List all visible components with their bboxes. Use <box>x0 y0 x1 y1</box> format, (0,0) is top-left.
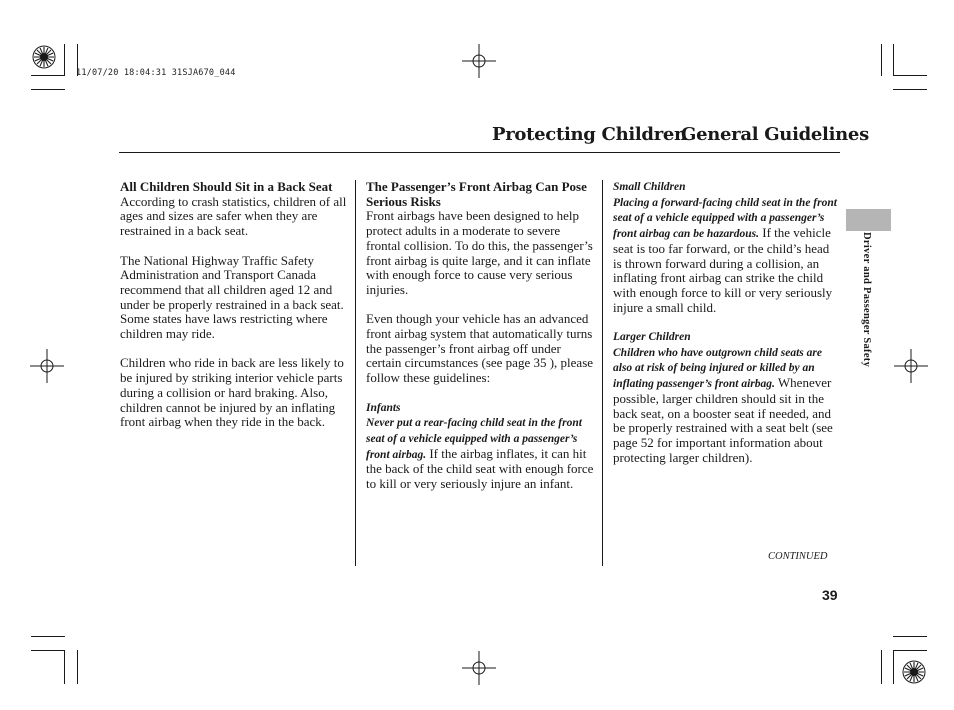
paragraph: According to crash statistics, children of all ages and sizes are safer when they are restrained in a back seat. <box>120 193 347 239</box>
crosshair-icon <box>462 651 496 685</box>
column-divider <box>355 180 356 566</box>
header-divider <box>119 152 840 153</box>
registration-rosette-icon <box>902 660 926 684</box>
column-left <box>120 180 348 445</box>
paragraph: Front airbags have been designed to help protect adults in a moderate to severe frontal collision. To do this, the passenger’s front airbag is quite large, and it can inflate with enough force to cause very serious injuries. <box>366 208 593 297</box>
subheading-larger-children: Larger Children <box>613 331 691 344</box>
column-middle <box>366 180 595 506</box>
section-title: Protecting Children <box>492 124 687 145</box>
column-divider <box>602 180 603 566</box>
warning-text: Placing a forward-facing child seat in the front seat of a vehicle equipped with a passenger’s front airbag can be hazardous. <box>613 196 837 241</box>
continued-label: CONTINUED <box>768 551 828 562</box>
larger-children-paragraph <box>613 345 841 466</box>
column-heading: All Children Should Sit in a Back Seat <box>120 179 333 194</box>
section-tab <box>846 209 891 231</box>
body-text: If the airbag inflates, it can hit the back of the child seat with enough force to kill or very seriously injure an infant. <box>366 445 594 492</box>
crosshair-icon <box>462 44 496 78</box>
warning-text: Never put a rear-facing child seat in the front seat of a vehicle equipped with a passenger’s front airbag. <box>366 417 582 461</box>
subheading-infants: Infants <box>366 401 401 414</box>
body-text: If the vehicle seat is too far forward, or the child’s head is thrown forward during a collision, an inflating front airbag can strike the child with enough force to kill or very seriously injure a small child. <box>613 225 833 315</box>
column-right <box>613 180 841 480</box>
body-text: Whenever possible, larger children should sit in the back seat, on a booster seat if needed, and be properly restrained with a seat belt (see page 52 for important information about protecting larger children). <box>613 375 833 465</box>
registration-rosette-icon <box>32 45 56 69</box>
paragraph: The National Highway Traffic Safety Administration and Transport Canada recommend that all children aged 12 and under be properly restrained in a back seat. Some states have laws restricting where children may ride. <box>120 252 344 342</box>
paragraph: Even though your vehicle has an advanced front airbag system that automatically turns the passenger’s front airbag off under certain circumstances (see page 35 ), please follow these guidelines: <box>366 311 594 386</box>
small-children-paragraph <box>613 195 841 316</box>
infants-paragraph <box>366 415 595 492</box>
page-number: 39 <box>822 587 838 603</box>
paragraph: Children who ride in back are less likely to be injured by striking interior vehicle parts during a collision or hard braking. Also, children cannot be injured by an inflating front airbag when they ride in the back. <box>120 355 344 430</box>
column-heading: The Passenger’s Front Airbag Can Pose Serious Risks <box>366 179 587 209</box>
warning-text: Children who have outgrown child seats are also at risk of being injured or killed by an inflating passenger’s front airbag. <box>613 346 822 391</box>
section-tab-label: Driver and Passenger Safety <box>861 232 872 368</box>
subheading-small-children: Small Children <box>613 181 686 193</box>
print-stamp: 11/07/20 18:04:31 31SJA670_044 <box>76 68 236 78</box>
crosshair-icon <box>30 349 64 383</box>
topic-title: General Guidelines <box>681 124 869 145</box>
crosshair-icon <box>894 349 928 383</box>
